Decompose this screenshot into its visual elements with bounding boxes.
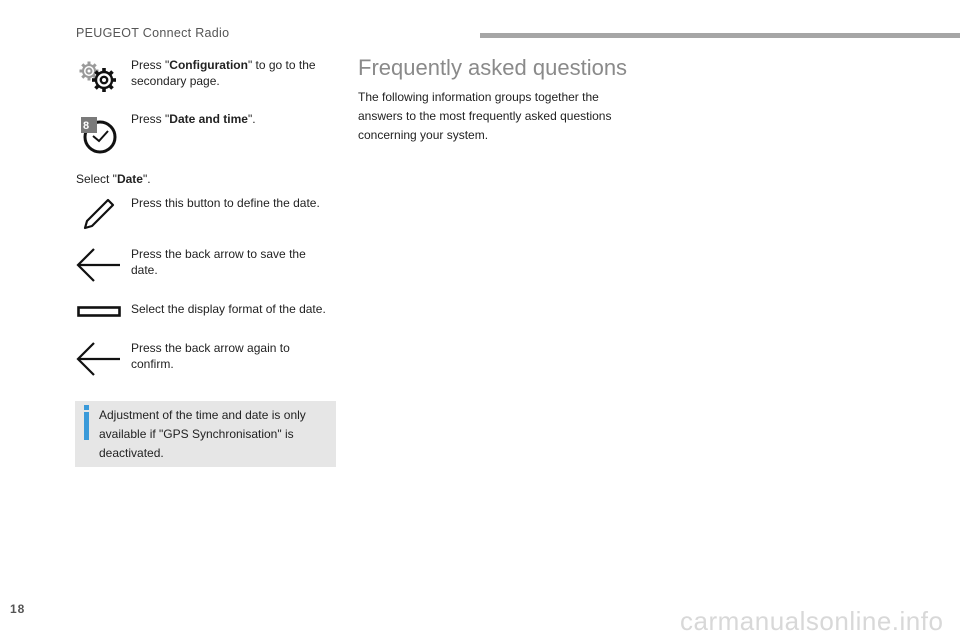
- display-format-bar-icon: [77, 306, 121, 318]
- back-arrow-icon: [76, 340, 122, 378]
- watermark: carmanualsonline.info: [680, 606, 944, 636]
- page-number: 18: [10, 602, 26, 616]
- settings-gears-icon: [78, 58, 122, 98]
- step-select-date: Select "Date".: [76, 172, 151, 186]
- header-bar: [480, 33, 960, 38]
- faq-title: Frequently asked questions: [358, 55, 628, 80]
- pencil-icon: [80, 196, 116, 232]
- header-title: PEUGEOT Connect Radio: [76, 26, 230, 40]
- step-confirm: Press the back arrow again to confirm.: [131, 341, 290, 371]
- back-arrow-icon: [76, 246, 122, 284]
- step-define-date: Press this button to define the date.: [131, 196, 320, 210]
- clock-badge: 8: [83, 120, 90, 132]
- step-display-format: Select the display format of the date.: [131, 302, 326, 316]
- step-save-date: Press the back arrow to save the date.: [131, 247, 306, 277]
- faq-intro-text: The following information groups together the answers to the most frequently asked questions concerning your system.: [358, 90, 612, 142]
- info-note-text: Adjustment of the time and date is only available if "GPS Synchronisation" is deactivated.: [99, 408, 306, 460]
- step-date-and-time: Press "Date and time".: [131, 112, 256, 126]
- info-icon-bar: [84, 412, 89, 440]
- info-icon-dot: [84, 405, 89, 410]
- step-configuration: Press "Configuration" to go to the secondary page.: [131, 58, 316, 88]
